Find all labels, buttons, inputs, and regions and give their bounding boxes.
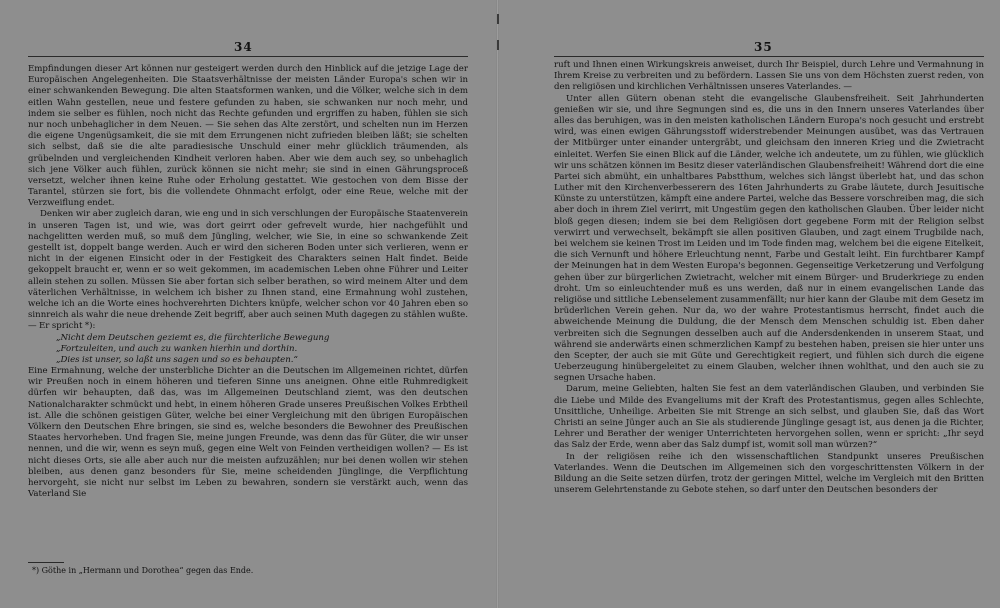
header-rule bbox=[554, 56, 984, 57]
paragraph: Empfindungen dieser Art können nur gesteigert werden durch den Hinblick auf die jetzige Lage der Europäischen Angelegenheiten. Die Staatsverhältnisse der meisten Länder Europa's schen wir in einer schwankenden Bewegung. Die alten Staatsformen wanken, und die Völker, welche sich in dem eitlen Wahn gestellen, neue und festere gefunden zu haben, sie schwanken nur noch mehr, und indem sie selber es fühlen, noch nicht das Rechte gefunden und ergriffen zu haben, fühlen sie sich nur noch unbehaglicher in dem Neuen. — Sie sehen das Alte zerstört, und schelten nun im Herzen die eigene Ungenügsamkeit, die sie mit dem Errungenen nicht zufrieden bleiben läßt; sie schelten sich selbst, daß sie die alte paradiesische Unschuld einer mehr glücklich träumenden, als grübelnden und vergleichenden Kindheit verloren haben. Aber wie dem auch sey, so unbehaglich sich jene Völker auch fühlen, zurück können sie nicht mehr; sie sind in einen Gährungsproceß versetzt, welcher ihnen keine Ruhe oder Erholung gestattet. Wie gestochen von dem Bisse der Tarantel, stürzen sie fort, bis die vollendete Ohnmacht erfolgt, oder eine Reue, welche mit der Verzweiflung endet. bbox=[28, 64, 468, 209]
footnote-rule bbox=[28, 562, 64, 563]
body-text bbox=[554, 60, 984, 496]
paragraph: Darum, meine Geliebten, halten Sie fest an dem vaterländischen Glauben, und verbinden Sie die Liebe und Milde des Evangeliums mit der Kraft des Protestantismus, gegen alles Schlechte, Unsittliche, Unheilige. Arbeiten Sie mit Strenge an sich selbst, und glauben Sie, daß das Wort Christi an seine Jünger auch an Sie als studierende Jünglinge gesagt ist, aus denen ja die Richter, Lehrer und Berather der weniger Unterrichteten hervorgehen sollen, wenn er spricht: „Ihr seyd das Salz der Erde, wenn aber das Salz dumpf ist, womit soll man würzen?“ bbox=[554, 384, 984, 451]
page-number: 35 bbox=[754, 40, 773, 54]
header-rule bbox=[28, 56, 468, 57]
verse-line: „Nicht dem Deutschen geziemt es, die fürchterliche Bewegung bbox=[56, 332, 330, 343]
verse-line: „Dies ist unser, so laßt uns sagen und so es behaupten.“ bbox=[56, 354, 298, 365]
body-text bbox=[28, 64, 468, 500]
right-page bbox=[498, 0, 1000, 608]
paragraph: Denken wir aber zugleich daran, wie eng und in sich verschlungen der Europäische Staatenverein in unseren Tagen ist, und wie, was dort geirrt oder gefrevelt wurde, hier nachgefühlt und nachgelitten werden muß, so muß dem Jüngling, welcher, wie Sie, in eine so schwankende Zeit gestellt ist, doppelt bange werden. Auch er wird den sicheren Boden unter sich verlieren, wenn er nicht in der eigenen Einsicht oder in der Festigkeit des Charakters seinen Halt findet. Beide gekoppelt braucht er, wenn er so weit gekommen, im academischen Leben ohne Führer und Leiter allein stehen zu sollen. Müssen Sie aber fortan sich selber berathen, so wird meinem Alter und dem väterlichen Verhältnisse, in welchem ich bisher zu Ihnen stand, eine Ermahnung wohl zustehen, welche ich an die Worte eines hochverehrten Dichters knüpfe, welcher schon vor 40 Jahren eben so sinnreich als wahr die neue drehende Zeit begriff, aber auch seinen Muth dagegen zu stählen wußte. — Er spricht *): bbox=[28, 209, 468, 332]
paragraph: Unter allen Gütern obenan steht die evangelische Glaubensfreiheit. Seit Jahrhunderten genießen wir sie, und ihre Segnungen sind es, die uns in den Innern unseres Vaterlandes über alles das beruhigen, was in den meisten katholischen Ländern Europa's noch gesucht und erstrebt wird, was einen ewigen Gährungsstoff widerstrebender Meinungen ausübet, was das Vertrauen der Mitbürger unter einander untergräbt, und gleichsam den inneren Krieg und die Zwietracht einleitet. Werfen Sie einen Blick auf die Länder, welche ich andeutete, um zu fühlen, wie glücklich wir uns schätzen können im Besitz dieser vaterländischen Glaubensfreiheit! Während dort die eine Partei sich abmüht, ein unhaltbares Pabstthum, welches sich längst überlebt hat, und das schon Luther mit den Kirchenverbesserern des 16ten Jahrhunderts zu Grabe läutete, durch Jesuitische Künste zu unterstützen, kämpft eine andere Partei, welche das Bessere vorschreiben mag, die sich aber doch in ihrem Ziel verirrt, mit Ungestüm gegen den katholischen Glauben. Über leider nicht bloß gegen diesen; indem sie bei dem Religiösen dort gegebene Form mit der Religion selbst verwirrt und verwechselt, bekämpft sie allen positiven Glauben, und zagt einem Trugbilde nach, bei welchem sie keinen Trost im Leiden und im Tode finden mag, welchem bei die eigene Eitelkeit, die sich Vernunft und höhere Erleuchtung nennt, Farbe und Gestalt leiht. Ein furchtbarer Kampf der Meinungen hat in dem Westen Europa's begonnen. Gegenseitige Verketzerung und Verfolgung gehen über zur bürgerlichen Zwietracht, welcher mit einem Bürger- und Bruderkriege zu enden droht. Um so einleuchtender muß es uns werden, daß nur in einem evangelischen Lande das religiöse und sittliche Lebenselement zusammenfällt; nur hier kann der Glaube mit dem Gesetz im brüderlichen Verein gehen. Nur da, wo der wahre Protestantismus herrscht, findet auch die abweichende Meinung die Duldung, die der Mensch dem Menschen schuldig ist. Eben daher verbreiten sich die Segnungen desselben auch auf die Andersdenkenden in unserem Staat, und während sie anderwärts einen schmerzlichen Kampf zu bestehen haben, preisen sie hier unter uns den Scepter, der auch sie mit Güte und Gerechtigkeit regiert, und fühlen sich durch die eigene Ueberzeugung hinübergeleitet zu einem Glauben, welcher ihnen wohlthat, und den auch sie zu segnen Ursache haben. bbox=[554, 93, 984, 384]
paragraph: ruft und Ihnen einen Wirkungskreis anweiset, durch Ihr Beispiel, durch Lehre und Vermahnung in Ihrem Kreise zu verbreiten und zu befördern. Lassen Sie uns von dem Höchsten zuerst reden, von den religiösen und kirchlichen Verhältnissen unseres Vaterlandes. — bbox=[554, 60, 984, 93]
left-page bbox=[0, 0, 497, 608]
paragraph: Eine Ermahnung, welche der unsterbliche Dichter an die Deutschen im Allgemeinen richtet, dürfen wir Preußen noch in einem höheren und tieferen Sinne uns aneignen. Ohne eitle Ruhmredigkeit dürfen wir behaupten, daß das, was im Allgemeinen Deutschland ziemt, was den deutschen Nationalcharakter schmückt und hebt, in einem höheren Grade unseres Preußischen Volkes Erbtheil ist. Alle die schönen geistigen Güter, welche bei einer Vergleichung mit den übrigen Europäischen Völkern den Deutschen Ehre bringen, sie sind es, welche besonders die Bewohner des Preußischen Staates hervorheben. Und fragen Sie, meine jungen Freunde, was denn das für Güter, die wir unser nennen, und die wir, wenn es seyn muß, gegen eine Welt von Feinden vertheidigen wollen? — Es ist nicht dieses Orts, sie alle aber auch nur die meisten aufzuzählen; nur bei denen wollen wir stehen bleiben, aus denen ganz besonders für Sie, meine scheidenden Jünglinge, die Verpflichtung hervorgeht, sie nicht nur selbst im Leben zu bewahren, sondern sie verstärkt auch, wenn das Vaterland Sie bbox=[28, 366, 468, 500]
paragraph: In der religiösen reihe ich den wissenschaftlichen Standpunkt unseres Preußischen Vaterlandes. Wenn die Deutschen im Allgemeinen sich den vorgeschrittensten Völkern in der Bildung an die Seite setzen dürfen, trotz der geringen Mittel, welche im Vergleich mit den Britten unserem Gelehrtenstande zu Gebote stehen, so darf unter den Deutschen besonders der bbox=[554, 451, 984, 496]
verse-line: „Fortzuleiten, und auch zu wanken hierhin und dorthin. bbox=[56, 343, 298, 354]
page-number: 34 bbox=[234, 40, 253, 54]
footnote: *) Göthe in „Hermann und Dorothea“ gegen das Ende. bbox=[32, 566, 254, 575]
